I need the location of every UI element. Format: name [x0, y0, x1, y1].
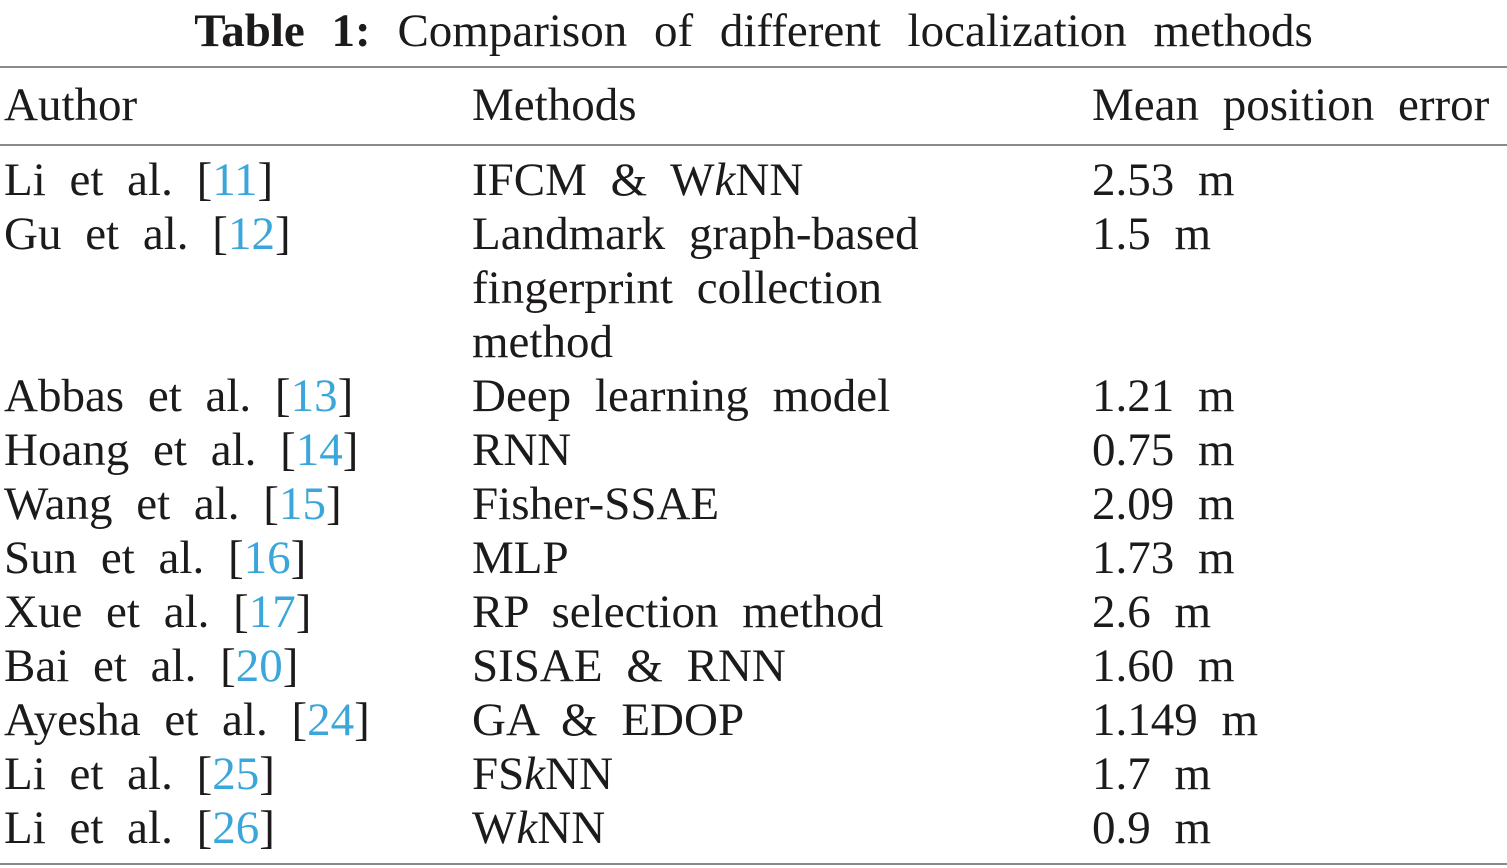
error-cell: 2.6 m [1092, 586, 1212, 638]
citation-bracket: ] [282, 640, 299, 692]
citation-bracket: ] [259, 802, 275, 854]
method-cell [472, 693, 1092, 747]
column-header-mean-position-error: Mean position error [1092, 79, 1490, 131]
citation-link[interactable]: 15 [278, 478, 326, 530]
table-row [0, 423, 1507, 477]
author-text: Li et al. [ [4, 748, 213, 800]
table-caption-text: Comparison of different localization methods [397, 5, 1313, 57]
citation-bracket: ] [337, 370, 354, 422]
method-line: WkNN [472, 802, 606, 854]
method-line: MLP [472, 532, 569, 584]
citation-link[interactable]: 11 [212, 154, 258, 206]
citation-link[interactable]: 25 [212, 748, 260, 800]
author-cell [0, 531, 472, 585]
table-row [0, 585, 1507, 639]
citation-bracket: ] [342, 424, 359, 476]
table-row [0, 153, 1507, 207]
author-cell [0, 423, 472, 477]
column-header-methods: Methods [472, 79, 637, 131]
method-cell [472, 801, 1092, 855]
author-cell [0, 801, 472, 855]
method-line: fingerprint collection [472, 262, 883, 314]
author-cell [0, 639, 472, 693]
method-cell [472, 369, 1092, 423]
author-cell [0, 747, 472, 801]
citation-bracket: ] [295, 586, 312, 638]
table-row [0, 639, 1507, 693]
author-cell [0, 477, 472, 531]
error-cell: 1.7 m [1092, 748, 1212, 800]
table-rule-bottom [0, 863, 1507, 865]
author-text: Xue et al. [ [4, 586, 249, 638]
method-cell [472, 639, 1092, 693]
method-cell [472, 747, 1092, 801]
error-cell: 0.9 m [1092, 802, 1212, 854]
author-text: Bai et al. [ [4, 640, 236, 692]
author-text: Li et al. [ [4, 154, 213, 206]
error-cell: 1.21 m [1092, 370, 1235, 422]
table-body [0, 146, 1507, 863]
citation-link[interactable]: 12 [227, 208, 275, 260]
author-text: Sun et al. [ [4, 532, 244, 584]
author-text: Gu et al. [ [4, 208, 228, 260]
method-line: method [472, 316, 613, 368]
column-header-author: Author [4, 79, 138, 131]
method-cell [472, 531, 1092, 585]
citation-link[interactable]: 26 [212, 802, 260, 854]
method-cell [472, 585, 1092, 639]
error-cell: 2.53 m [1092, 154, 1235, 206]
table-row [0, 693, 1507, 747]
method-cell [472, 423, 1092, 477]
table-row [0, 207, 1507, 369]
author-text: Hoang et al. [ [4, 424, 296, 476]
method-line: IFCM & WkNN [472, 154, 804, 206]
method-cell [472, 153, 1092, 207]
author-text: Li et al. [ [4, 802, 213, 854]
author-text: Ayesha et al. [ [4, 694, 308, 746]
citation-bracket: ] [257, 154, 274, 206]
author-cell [0, 693, 472, 747]
citation-link[interactable]: 24 [307, 694, 355, 746]
error-cell: 1.149 m [1092, 694, 1259, 746]
author-text: Wang et al. [ [4, 478, 279, 530]
method-line: Fisher-SSAE [472, 478, 720, 530]
method-line: Landmark graph-based [472, 208, 919, 260]
error-cell: 1.5 m [1092, 208, 1212, 260]
table-caption [0, 0, 1507, 66]
table-row [0, 531, 1507, 585]
author-text: Abbas et al. [ [4, 370, 291, 422]
method-line: RP selection method [472, 586, 884, 638]
table-row [0, 369, 1507, 423]
table-row [0, 801, 1507, 855]
citation-bracket: ] [274, 208, 291, 260]
error-cell: 1.60 m [1092, 640, 1235, 692]
table-header-row [0, 68, 1507, 144]
author-cell [0, 585, 472, 639]
citation-link[interactable]: 20 [235, 640, 283, 692]
citation-bracket: ] [354, 694, 370, 746]
table-row [0, 477, 1507, 531]
error-cell: 1.73 m [1092, 532, 1235, 584]
citation-bracket: ] [325, 478, 342, 530]
error-cell: 2.09 m [1092, 478, 1235, 530]
author-cell [0, 207, 472, 261]
method-line: SISAE & RNN [472, 640, 786, 692]
method-line: FSkNN [472, 748, 614, 800]
citation-link[interactable]: 16 [243, 532, 291, 584]
citation-bracket: ] [290, 532, 307, 584]
citation-link[interactable]: 17 [248, 586, 296, 638]
method-cell [472, 207, 1092, 369]
author-cell [0, 153, 472, 207]
method-line: RNN [472, 424, 572, 476]
method-cell [472, 477, 1092, 531]
author-cell [0, 369, 472, 423]
citation-link[interactable]: 13 [290, 370, 338, 422]
error-cell: 0.75 m [1092, 424, 1235, 476]
table-row [0, 747, 1507, 801]
table-caption-label: Table 1: [194, 5, 371, 57]
method-line: Deep learning model [472, 370, 891, 422]
citation-link[interactable]: 14 [295, 424, 343, 476]
citation-bracket: ] [259, 748, 275, 800]
method-line: GA & EDOP [472, 694, 745, 746]
